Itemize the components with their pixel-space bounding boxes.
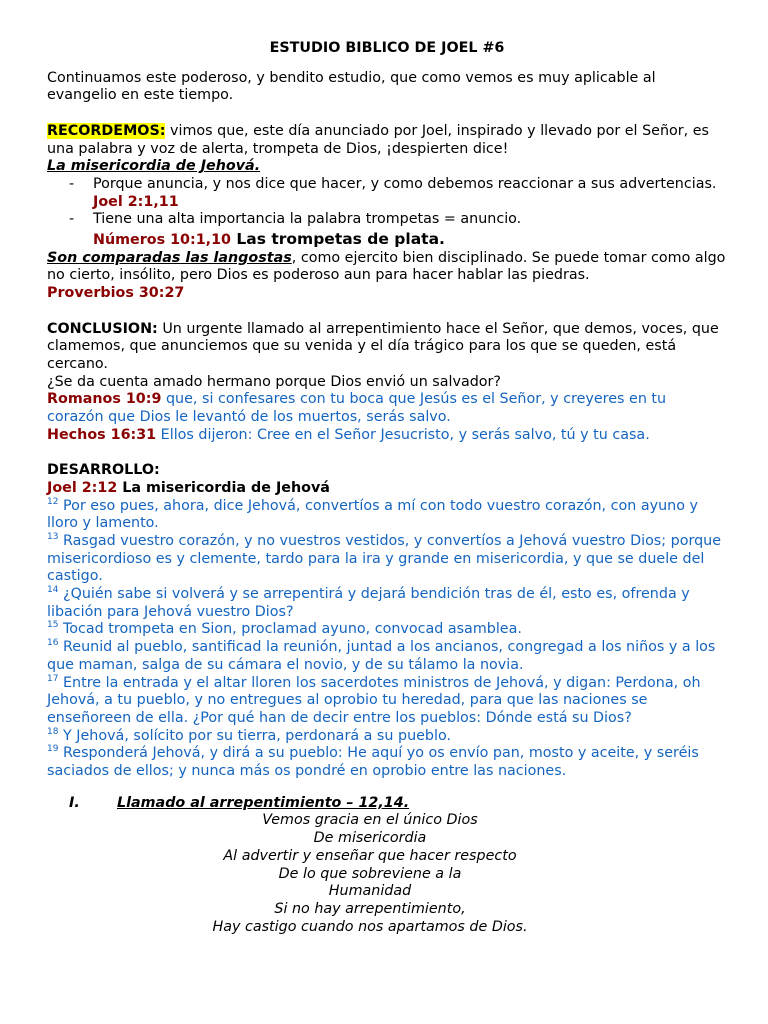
section-numeral: I. bbox=[69, 794, 80, 811]
spacer bbox=[47, 444, 727, 462]
verse-number: 17 bbox=[47, 673, 59, 684]
poem-line: Si no hay arrepentimiento, bbox=[274, 901, 466, 917]
poem-line: Humanidad bbox=[328, 883, 412, 900]
verse bbox=[47, 621, 727, 639]
section-heading bbox=[47, 795, 727, 813]
verse-text: Reunid al pueblo, santificad la reunión, juntad a los ancianos, congregad a los niños y a los que maman, salga de su cámara el novio, y de su tálamo la novia. bbox=[47, 639, 716, 673]
langostas-text: , como ejercito bien disciplinado. Se puede tomar como algo no cierto, insólito, pero Dios es poderoso aun para hacer hablar las piedras. bbox=[47, 249, 726, 284]
recordemos-text: vimos que, este día anunciado por Joel, inspirado y llevado por el Señor, es una palabra y voz de alerta, trompeta de Dios, ¡despierten dice! bbox=[47, 122, 709, 157]
verse-number: 18 bbox=[47, 726, 59, 737]
scripture-reference: Romanos 10:9 bbox=[47, 391, 162, 408]
verse-number: 13 bbox=[47, 532, 59, 543]
misericordia-heading: La misericordia de Jehová. bbox=[47, 158, 261, 175]
document-title: ESTUDIO BIBLICO DE JOEL #6 bbox=[269, 40, 505, 56]
poem-line: Vemos gracia en el único Dios bbox=[262, 812, 478, 829]
verse bbox=[47, 498, 727, 533]
scripture-reference: Joel 2:12 bbox=[47, 479, 118, 496]
document-page bbox=[47, 40, 727, 936]
scripture-reference: Proverbios 30:27 bbox=[47, 285, 185, 302]
verse bbox=[47, 728, 727, 746]
verse-text: Tocad trompeta en Sion, proclamad ayuno, convocad asamblea. bbox=[58, 621, 522, 638]
bullet-dash: - bbox=[69, 175, 75, 192]
verse-number: 15 bbox=[47, 620, 59, 631]
conclusion-question: ¿Se da cuenta amado hermano porque Dios envió un salvador? bbox=[47, 373, 502, 390]
scripture-reference: Números 10:1,10 bbox=[93, 232, 231, 249]
desarrollo-reference-line bbox=[47, 480, 727, 498]
langostas-paragraph bbox=[47, 250, 727, 285]
conclusion-paragraph bbox=[47, 321, 727, 374]
bullet-text: Porque anuncia, y nos dice que hacer, y como debemos reaccionar a sus advertencias. bbox=[93, 175, 717, 192]
langostas-heading: Son comparadas las langostas bbox=[47, 249, 292, 266]
conclusion-label: CONCLUSION: bbox=[47, 320, 158, 337]
recordemos-paragraph bbox=[47, 123, 727, 158]
spacer bbox=[47, 303, 727, 321]
poem-line: Al advertir y enseñar que hacer respecto bbox=[223, 847, 517, 864]
poem-line: Hay castigo cuando nos apartamos de Dios. bbox=[212, 918, 528, 935]
section-title: Llamado al arrepentimiento – 12,14. bbox=[117, 794, 410, 811]
verse-text: Entre la entrada y el altar lloren los sacerdotes ministros de Jehová, y digan: Perdona, oh Jehová, a tu pueblo, y no entregues al oprobio tu heredad, para que las naciones se enseñoreen de ella. ¿Por qué han de decir entre los pueblos: Dónde está su Dios? bbox=[47, 674, 701, 726]
recordemos-label: RECORDEMOS: bbox=[47, 122, 166, 139]
verse-text: Y Jehová, solícito por su tierra, perdonará a su pueblo. bbox=[58, 727, 452, 744]
scripture-text: Ellos dijeron: Cree en el Señor Jesucristo, y serás salvo, tú y tu casa. bbox=[156, 426, 650, 443]
hechos-line bbox=[47, 427, 727, 445]
reference-title: La misericordia de Jehová bbox=[117, 479, 330, 496]
scripture-text: que, si confesares con tu boca que Jesús es el Señor, y creyeres en tu corazón que Dios le levantó de los muertos, serás salvo. bbox=[47, 391, 667, 426]
poem-block bbox=[0, 812, 740, 936]
verse-number: 12 bbox=[47, 496, 59, 507]
numeros-text: Las trompetas de plata. bbox=[231, 230, 445, 249]
scripture-reference: Joel 2:1,11 bbox=[93, 193, 179, 210]
verse-text: ¿Quién sabe si volverá y se arrepentirá y dejará bendición tras de él, esto es, ofrenda y libación para Jehová vuestro Dios? bbox=[47, 586, 690, 620]
bullet-item bbox=[47, 176, 727, 211]
spacer bbox=[47, 105, 727, 123]
bullet-text: Tiene una alta importancia la palabra trompetas = anuncio. bbox=[93, 211, 522, 228]
verse bbox=[47, 586, 727, 621]
poem-line: De lo que sobreviene a la bbox=[278, 865, 462, 882]
intro-paragraph: Continuamos este poderoso, y bendito estudio, que como vemos es muy aplicable al evangelio en este tiempo. bbox=[47, 69, 656, 104]
verse-number: 16 bbox=[47, 638, 59, 649]
romanos-line bbox=[47, 391, 727, 426]
numeros-line bbox=[47, 231, 727, 250]
poem-line: De misericordia bbox=[313, 830, 427, 847]
verse bbox=[47, 533, 727, 586]
scripture-reference: Hechos 16:31 bbox=[47, 426, 157, 443]
bullet-dash: - bbox=[69, 211, 75, 228]
verse-text: Rasgad vuestro corazón, y no vuestros vestidos, y convertíos a Jehová vuestro Dios; porque misericordioso es y clemente, tardo para la ira y grande en misericordia, y que se duele del castigo. bbox=[47, 532, 722, 585]
verse-text: Por eso pues, ahora, dice Jehová, convertíos a mí con todo vuestro corazón, con ayuno y lloro y lamento. bbox=[47, 497, 698, 532]
verse bbox=[47, 745, 727, 780]
conclusion-text: Un urgente llamado al arrepentimiento hace el Señor, que demos, voces, que clamemos, que anunciemos que su venida y el día trágico para los que se queden, está cercano. bbox=[47, 320, 719, 372]
verse bbox=[47, 675, 727, 728]
verse-number: 14 bbox=[47, 585, 59, 596]
verse bbox=[47, 639, 727, 674]
desarrollo-label: DESARROLLO: bbox=[47, 462, 160, 479]
verse-number: 19 bbox=[47, 744, 59, 755]
bullet-item bbox=[47, 211, 727, 229]
verse-text: Responderá Jehová, y dirá a su pueblo: He aquí yo os envío pan, mosto y aceite, y seréis saciados de ellos; y nunca más os pondré en oprobio entre las naciones. bbox=[47, 745, 699, 780]
